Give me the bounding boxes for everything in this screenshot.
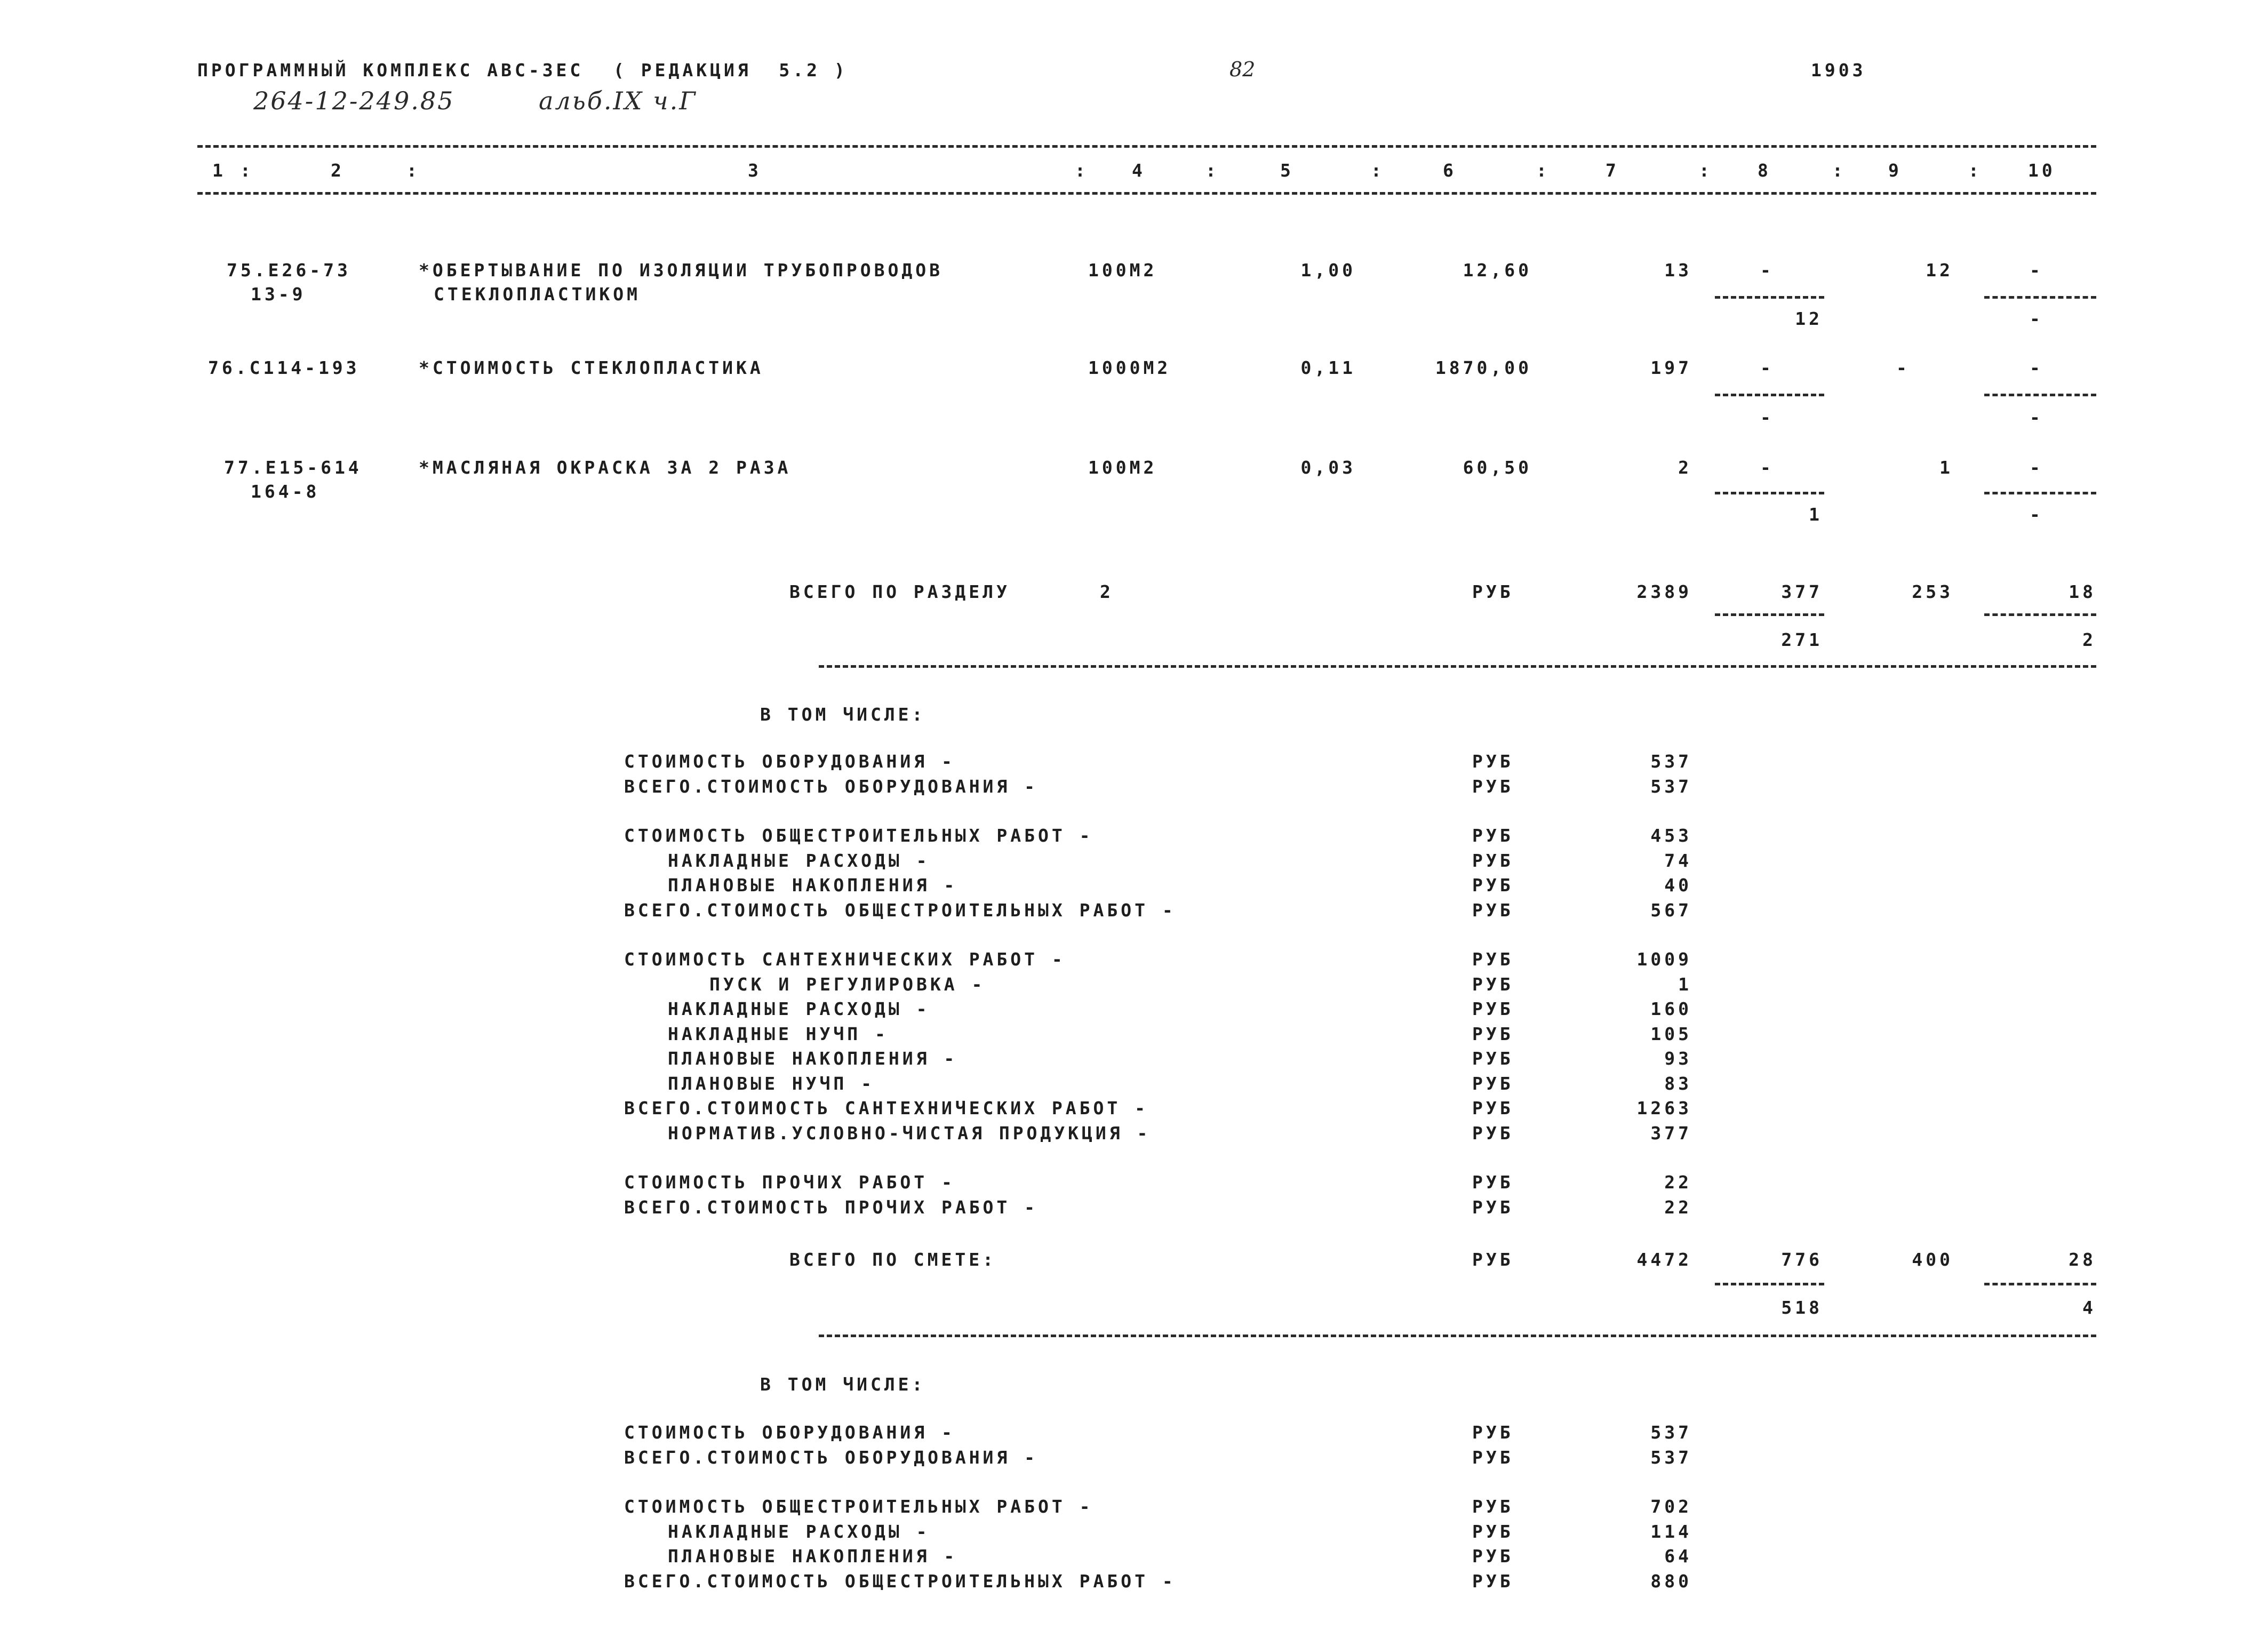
col-3: 3 — [748, 160, 762, 181]
page-code: 1903 — [1811, 60, 1866, 81]
breakdown-value: 22 — [1664, 1196, 1692, 1218]
section-total-c8-divider — [1715, 613, 1824, 616]
entry-qty: 0,11 — [1300, 357, 1356, 378]
breakdown-value: 114 — [1650, 1521, 1692, 1542]
breakdown-value: 22 — [1664, 1172, 1692, 1193]
breakdown-unit: РУБ — [1472, 776, 1514, 797]
breakdown-unit: РУБ — [1472, 1048, 1514, 1069]
breakdown-label: ВСЕГО.СТОИМОСТЬ ОБОРУДОВАНИЯ - — [624, 1447, 1039, 1468]
breakdown-label: ВСЕГО.СТОИМОСТЬ ПРОЧИХ РАБОТ - — [624, 1196, 1039, 1218]
breakdown-label: ВСЕГО.СТОИМОСТЬ САНТЕХНИЧЕСКИХ РАБОТ - — [624, 1098, 1148, 1118]
breakdown-unit: РУБ — [1472, 1122, 1514, 1144]
estimate-total-rule — [819, 1335, 2096, 1337]
breakdown-unit: РУБ — [1472, 751, 1514, 772]
entry-c8-bottom: 12 — [1795, 308, 1823, 329]
breakdown-label: СТОИМОСТЬ ОБОРУДОВАНИЯ - — [624, 751, 955, 772]
breakdown-unit: РУБ — [1472, 1496, 1514, 1517]
breakdown-value: 64 — [1664, 1546, 1692, 1567]
col-1: 1 — [212, 160, 226, 181]
breakdown-label: ПЛАНОВЫЕ НАКОПЛЕНИЯ - — [668, 875, 958, 896]
col-7: 7 — [1606, 160, 1619, 181]
breakdown-value: 537 — [1650, 751, 1692, 772]
entry-code: 164-8 — [251, 481, 320, 502]
col-5: 5 — [1280, 160, 1294, 181]
entry-c8-bottom: - — [1760, 407, 1774, 428]
col-4: 4 — [1132, 160, 1146, 181]
entry-c10-divider — [1984, 296, 2096, 299]
estimate-total-c8: 776 — [1781, 1249, 1823, 1270]
breakdown-unit: РУБ — [1472, 899, 1514, 921]
breakdown-value: 537 — [1650, 1422, 1692, 1443]
breakdown-label: НАКЛАДНЫЕ РАСХОДЫ - — [668, 850, 930, 871]
entry-c10-divider — [1984, 394, 2096, 396]
estimate-total-c8-divider — [1715, 1283, 1824, 1285]
entry-name-cont: СТЕКЛОПЛАСТИКОМ — [434, 284, 641, 305]
breakdown-unit: РУБ — [1472, 998, 1514, 1019]
entry-c9: 12 — [1926, 260, 1953, 281]
entry-c8-bottom: 1 — [1809, 504, 1823, 525]
breakdown-label: НАКЛАДНЫЕ РАСХОДЫ - — [668, 998, 930, 1019]
col-6: 6 — [1443, 160, 1457, 181]
breakdown-value: 160 — [1650, 998, 1692, 1019]
entry-c10: - — [2030, 357, 2043, 378]
section-total-c10-divider — [1984, 613, 2096, 616]
breakdown-label: НАКЛАДНЫЕ НУЧП - — [668, 1023, 889, 1044]
header-rule-top — [197, 145, 2096, 148]
breakdown-value: 105 — [1650, 1023, 1692, 1044]
estimate-total-value: 4472 — [1636, 1249, 1692, 1270]
breakdown-unit: РУБ — [1472, 973, 1514, 995]
breakdown-value: 83 — [1664, 1073, 1692, 1094]
entry-c10: - — [2030, 260, 2043, 281]
entry-total: 2 — [1678, 457, 1692, 478]
breakdown-label: ПЛАНОВЫЕ НАКОПЛЕНИЯ - — [668, 1048, 958, 1069]
breakdown-value: 1 — [1678, 973, 1692, 995]
breakdown-unit: РУБ — [1472, 875, 1514, 896]
breakdown-unit: РУБ — [1472, 1172, 1514, 1193]
breakdown-value: 1009 — [1636, 949, 1692, 970]
header-rule-bottom — [197, 192, 2096, 195]
breakdown-label: НОРМАТИВ.УСЛОВНО-ЧИСТАЯ ПРОДУКЦИЯ - — [668, 1122, 1151, 1144]
entry-number: 75.Е26-73 — [227, 260, 351, 281]
section-total-c10-bottom: 2 — [2082, 629, 2096, 650]
breakdown-value: 702 — [1650, 1496, 1692, 1517]
including-label-2: В ТОМ ЧИСЛЕ: — [760, 1374, 926, 1395]
breakdown-label: ПЛАНОВЫЕ НУЧП - — [668, 1073, 875, 1094]
breakdown-unit: РУБ — [1472, 1098, 1514, 1118]
entry-code: 13-9 — [251, 284, 306, 305]
entry-c10: - — [2030, 457, 2043, 478]
entry-name: *ОБЕРТЫВАНИЕ ПО ИЗОЛЯЦИИ ТРУБОПРОВОДОВ — [419, 260, 943, 281]
entry-c10-bottom: - — [2030, 504, 2043, 525]
estimate-total-c10-divider — [1984, 1283, 2096, 1285]
breakdown-value: 453 — [1650, 825, 1692, 846]
entry-qty: 0,03 — [1300, 457, 1356, 478]
breakdown-value: 74 — [1664, 850, 1692, 871]
breakdown-unit: РУБ — [1472, 850, 1514, 871]
breakdown-unit: РУБ — [1472, 1546, 1514, 1567]
breakdown-value: 40 — [1664, 875, 1692, 896]
section-total-c8-bottom: 271 — [1781, 629, 1823, 650]
entry-unit: 100М2 — [1088, 457, 1157, 478]
breakdown-value: 567 — [1650, 899, 1692, 921]
breakdown-value: 537 — [1650, 776, 1692, 797]
section-total-value: 2389 — [1636, 581, 1692, 602]
breakdown-value: 880 — [1650, 1570, 1692, 1592]
entry-unit: 1000М2 — [1088, 357, 1171, 378]
section-total-number: 2 — [1100, 581, 1114, 602]
entry-price: 12,60 — [1463, 260, 1532, 281]
breakdown-unit: РУБ — [1472, 1570, 1514, 1592]
handwritten-album-ref: альб.IX ч.Г — [539, 86, 697, 115]
breakdown-unit: РУБ — [1472, 825, 1514, 846]
entry-c10-divider — [1984, 492, 2096, 494]
breakdown-value: 93 — [1664, 1048, 1692, 1069]
entry-c10-bottom: - — [2030, 308, 2043, 329]
breakdown-label: ВСЕГО.СТОИМОСТЬ ОБОРУДОВАНИЯ - — [624, 776, 1039, 797]
including-label: В ТОМ ЧИСЛЕ: — [760, 704, 926, 725]
section-total-label: ВСЕГО ПО РАЗДЕЛУ — [789, 581, 1010, 602]
breakdown-value: 537 — [1650, 1447, 1692, 1468]
estimate-total-c10: 28 — [2069, 1249, 2096, 1270]
estimate-total-c9: 400 — [1912, 1249, 1953, 1270]
col-9: 9 — [1888, 160, 1902, 181]
entry-c9: 1 — [1939, 457, 1953, 478]
entry-c8-divider — [1715, 394, 1824, 396]
section-total-c8: 377 — [1781, 581, 1823, 602]
entry-number: 77.Е15-614 — [224, 457, 362, 478]
breakdown-value: 1263 — [1636, 1098, 1692, 1118]
col-8: 8 — [1758, 160, 1771, 181]
col-2: 2 — [331, 160, 345, 181]
breakdown-label: СТОИМОСТЬ ОБЩЕСТРОИТЕЛЬНЫХ РАБОТ - — [624, 825, 1093, 846]
breakdown-label: ПЛАНОВЫЕ НАКОПЛЕНИЯ - — [668, 1546, 958, 1567]
entry-number: 76.С114-193 — [208, 357, 360, 378]
breakdown-label: СТОИМОСТЬ ПРОЧИХ РАБОТ - — [624, 1172, 955, 1193]
section-total-unit: РУБ — [1472, 581, 1514, 602]
entry-total: 13 — [1664, 260, 1692, 281]
entry-c9: - — [1896, 357, 1910, 378]
handwritten-page-number: 82 — [1229, 58, 1256, 81]
entry-c8-divider — [1715, 492, 1824, 494]
estimate-total-unit: РУБ — [1472, 1249, 1514, 1270]
breakdown-label: СТОИМОСТЬ ОБОРУДОВАНИЯ - — [624, 1422, 955, 1443]
section-total-c10: 18 — [2069, 581, 2096, 602]
breakdown-unit: РУБ — [1472, 1447, 1514, 1468]
entry-c8: - — [1760, 357, 1774, 378]
breakdown-unit: РУБ — [1472, 1196, 1514, 1218]
handwritten-project-ref: 264-12-249.85 — [253, 86, 455, 115]
breakdown-label: ВСЕГО.СТОИМОСТЬ ОБЩЕСТРОИТЕЛЬНЫХ РАБОТ - — [624, 1570, 1176, 1592]
col-10: 10 — [2028, 160, 2056, 181]
breakdown-label: СТОИМОСТЬ ОБЩЕСТРОИТЕЛЬНЫХ РАБОТ - — [624, 1496, 1093, 1517]
breakdown-unit: РУБ — [1472, 1073, 1514, 1094]
entry-name: *СТОИМОСТЬ СТЕКЛОПЛАСТИКА — [419, 357, 764, 378]
entry-qty: 1,00 — [1300, 260, 1356, 281]
entry-unit: 100М2 — [1088, 260, 1157, 281]
entry-c8-divider — [1715, 296, 1824, 299]
entry-c8: - — [1760, 457, 1774, 478]
entry-c10-bottom: - — [2030, 407, 2043, 428]
estimate-total-label: ВСЕГО ПО СМЕТЕ: — [789, 1249, 997, 1270]
breakdown-label: ВСЕГО.СТОИМОСТЬ ОБЩЕСТРОИТЕЛЬНЫХ РАБОТ - — [624, 899, 1176, 921]
entry-c8: - — [1760, 260, 1774, 281]
estimate-total-c10-bottom: 4 — [2082, 1297, 2096, 1318]
section-total-rule — [819, 665, 2096, 668]
entry-price: 60,50 — [1463, 457, 1532, 478]
section-total-c9: 253 — [1912, 581, 1953, 602]
breakdown-label: НАКЛАДНЫЕ РАСХОДЫ - — [668, 1521, 930, 1542]
breakdown-unit: РУБ — [1472, 1521, 1514, 1542]
estimate-total-c8-bottom: 518 — [1781, 1297, 1823, 1318]
entry-total: 197 — [1650, 357, 1692, 378]
breakdown-unit: РУБ — [1472, 1422, 1514, 1443]
breakdown-label: СТОИМОСТЬ САНТЕХНИЧЕСКИХ РАБОТ - — [624, 949, 1066, 970]
breakdown-label: ПУСК И РЕГУЛИРОВКА - — [709, 973, 986, 995]
entry-name: *МАСЛЯНАЯ ОКРАСКА ЗА 2 РАЗА — [419, 457, 792, 478]
entry-price: 1870,00 — [1435, 357, 1532, 378]
program-title: ПРОГРАММНЫЙ КОМПЛЕКС АВС-3ЕС — [197, 60, 584, 81]
program-edition: ( РЕДАКЦИЯ 5.2 ) — [613, 60, 848, 81]
breakdown-unit: РУБ — [1472, 1023, 1514, 1044]
breakdown-unit: РУБ — [1472, 949, 1514, 970]
breakdown-value: 377 — [1650, 1122, 1692, 1144]
